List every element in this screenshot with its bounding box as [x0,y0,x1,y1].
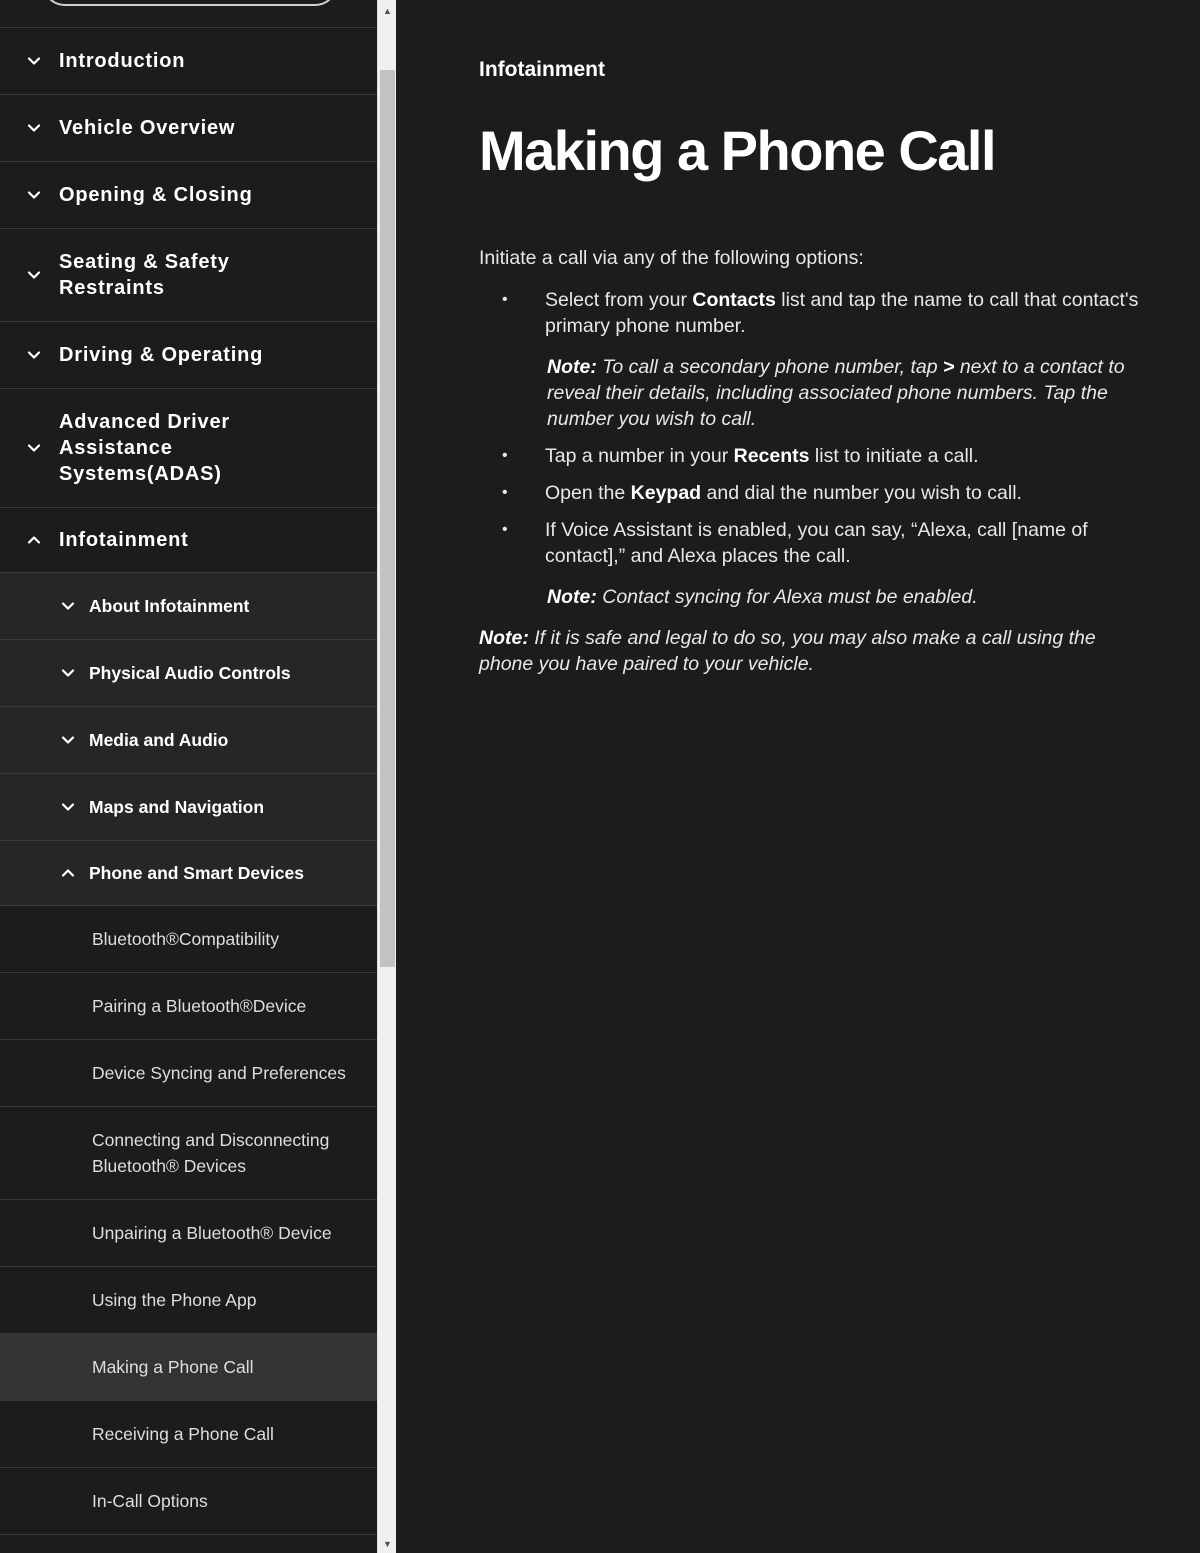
sidebar-item-infotainment[interactable] [0,508,377,573]
sidebar-topic-label: Making a Phone Call [92,1357,254,1377]
scrollbar-thumb[interactable] [380,70,395,967]
sidebar-subitem-media-audio[interactable] [0,707,377,774]
final-note: Note: If it is safe and legal to do so, you may also make a call using the phone you have paired to your vehicle. [479,627,1096,675]
sidebar-item-driving-operating[interactable] [0,322,377,389]
list-item-text: Select from your Contacts list and tap the name to call that contact's primary phone number. [545,289,1139,337]
sidebar-item-adas[interactable] [0,389,377,508]
sidebar-subitem-about-infotainment[interactable] [0,573,377,640]
sidebar-topic-unpairing-bluetooth[interactable] [0,1200,377,1267]
sidebar-topic-label: In-Call Options [92,1491,208,1511]
sidebar-item-seating-safety[interactable] [0,229,377,322]
sidebar-item-label: Infotainment [59,529,189,551]
section-label: Infotainment [479,58,605,81]
sidebar-item-label: Introduction [59,50,186,72]
list-item [479,287,1139,432]
list-item [479,443,1139,469]
note: Note: To call a secondary phone number, tap > next to a contact to reveal their details, including associated phone numbers. Tap the number you wish to call. [547,356,1125,430]
sidebar-topic-receiving-phone-call[interactable] [0,1401,377,1468]
chevron-down-icon [27,54,41,68]
sidebar-subitem-physical-audio-controls[interactable] [0,640,377,707]
sidebar-item-label: Opening & Closing [59,184,253,206]
sidebar-scrollbar[interactable] [377,0,396,1553]
keypad-term: Keypad [630,482,702,504]
chevron-down-icon [27,441,41,455]
intro-text: Initiate a call via any of the following options: [479,247,864,269]
main-content [396,0,1200,1553]
list-item-text: Tap a number in your Recents list to initiate a call. [545,445,979,467]
list-item [479,480,1139,506]
sidebar-topic-label: Receiving a Phone Call [92,1424,274,1444]
bullet: • [502,447,508,464]
sidebar-topic-connecting-disconnecting[interactable] [0,1107,377,1200]
list-item-text: Open the Keypad and dial the number you wish to call. [545,482,1022,504]
contacts-term: Contacts [692,289,776,311]
sidebar-topic-label: Unpairing a Bluetooth® Device [92,1223,332,1243]
sidebar-nav [0,0,377,1553]
sidebar-topic-in-call-options[interactable] [0,1468,377,1535]
list-item-text: If Voice Assistant is enabled, you can say, “Alexa, call [name of contact],” and Alexa places the call. [545,519,1088,567]
list-item [479,517,1139,610]
sidebar-item-label: Advanced Driver Assistance Systems(ADAS) [59,411,230,485]
bullet: • [502,291,508,308]
recents-term: Recents [733,445,810,467]
sidebar-topic-label: Connecting and Disconnecting Bluetooth® Devices [92,1130,330,1176]
sidebar-item-label: Seating & Safety Restraints [59,251,230,299]
page-title: Making a Phone Call [479,119,996,182]
sidebar-subitem-label: Physical Audio Controls [89,663,291,683]
chevron-down-icon [61,800,75,814]
chevron-down-icon [61,599,75,613]
sidebar-topic-making-phone-call[interactable] [0,1334,377,1401]
sidebar-item-vehicle-overview[interactable] [0,95,377,162]
sidebar-subitem-label: Media and Audio [89,730,229,750]
chevron-down-icon [27,268,41,282]
bullet: • [502,521,508,538]
chevron-down-icon [61,733,75,747]
chevron-down-icon [27,188,41,202]
sidebar-topic-label: Pairing a Bluetooth®Device [92,996,307,1016]
sidebar-topic-label: Bluetooth®Compatibility [92,929,280,949]
search-input[interactable] [42,0,338,6]
sidebar-topic-device-syncing[interactable] [0,1040,377,1107]
chevron-right-symbol: > [943,356,955,378]
sidebar-item-introduction[interactable] [0,27,377,95]
options-list [479,287,1139,677]
sidebar-item-label: Vehicle Overview [59,117,236,139]
sidebar-subitem-label: Maps and Navigation [89,797,265,817]
note: Note: Contact syncing for Alexa must be enabled. [547,586,978,608]
sidebar-topic-label: Device Syncing and Preferences [92,1063,346,1083]
sidebar-subitem-label: Phone and Smart Devices [89,863,304,883]
sidebar-topic-using-phone-app[interactable] [0,1267,377,1334]
chevron-up-icon [27,533,41,547]
chevron-up-icon [61,866,75,880]
sidebar-topic-bluetooth-compatibility[interactable] [0,906,377,973]
chevron-down-icon [27,121,41,135]
sidebar-item-opening-closing[interactable] [0,162,377,229]
chevron-down-icon [61,666,75,680]
sidebar-subitem-maps-navigation[interactable] [0,774,377,841]
scroll-up-arrow-icon[interactable]: ▲ [383,6,392,16]
scroll-down-arrow-icon[interactable]: ▼ [383,1539,392,1549]
sidebar-item-label: Driving & Operating [59,344,264,366]
sidebar-subitem-phone-smart-devices[interactable] [0,841,377,906]
sidebar-topic-label: Using the Phone App [92,1290,257,1310]
chevron-down-icon [27,348,41,362]
sidebar-subitem-label: About Infotainment [89,596,250,616]
sidebar-topic-pairing-bluetooth[interactable] [0,973,377,1040]
bullet: • [502,484,508,501]
